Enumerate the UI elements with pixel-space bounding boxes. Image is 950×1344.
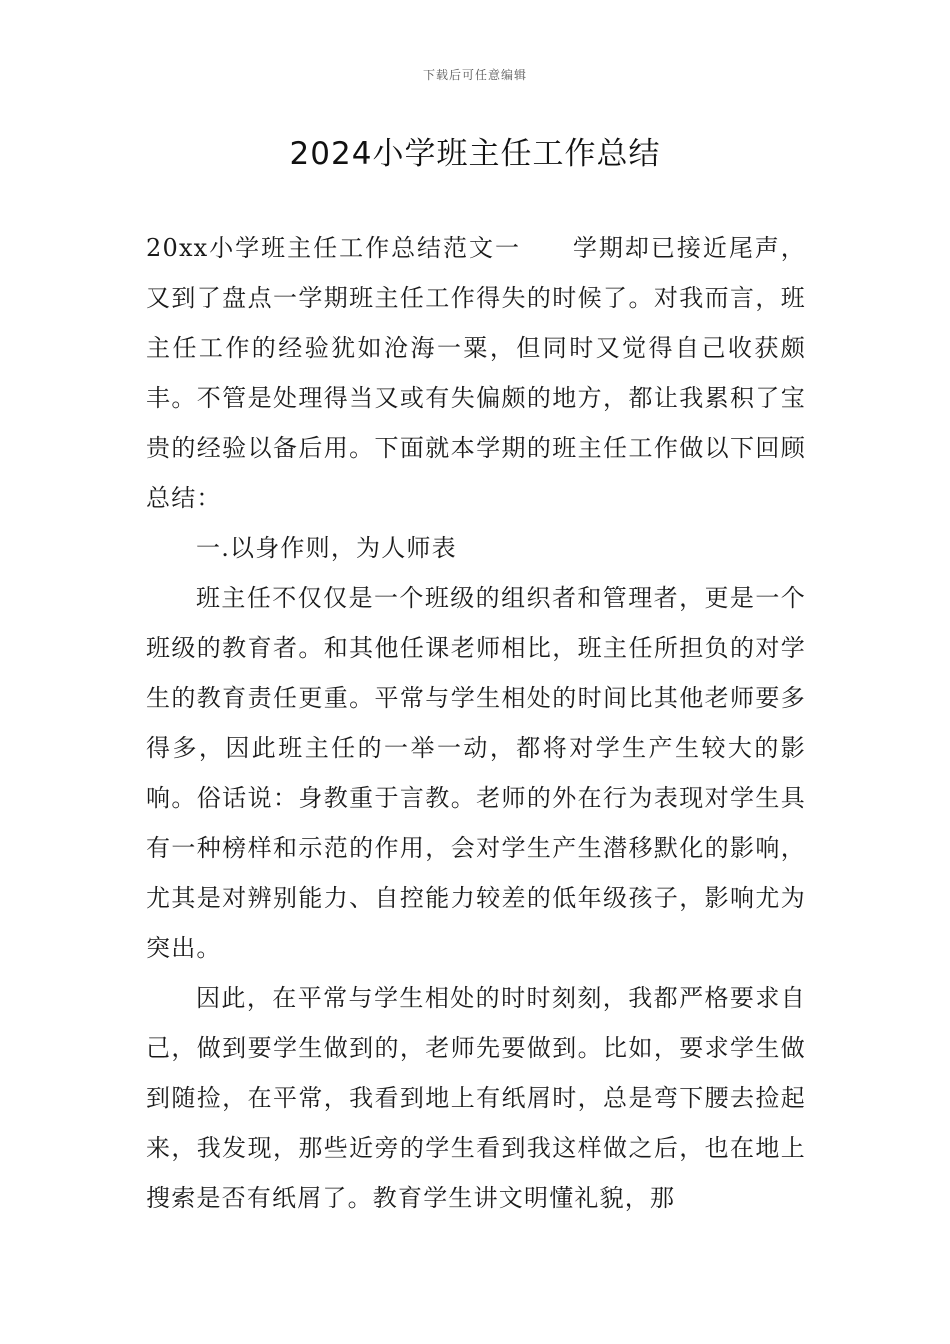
intro-paragraph: 20xx小学班主任工作总结范文一 学期却已接近尾声，又到了盘点一学期班主任工作得失的时候了。对我而言，班主任工作的经验犹如沧海一粟，但同时又觉得自己收获颇丰。不管是处理得当又或有失偏颇的地方，都让我累积了宝贵的经验以备后用。下面就本学期的班主任工作做以下回顾总结： — [146, 234, 806, 512]
body-paragraph: 班主任不仅仅是一个班级的组织者和管理者，更是一个班级的教育者。和其他任课老师相比，班主任所担负的对学生的教育责任更重。平常与学生相处的时间比其他老师要多得多，因此班主任的一举一动，都将对学生产生较大的影响。俗话说：身教重于言教。老师的外在行为表现对学生具有一种榜样和示范的作用，会对学生产生潜移默化的影响，尤其是对辨别能力、自控能力较差的低年级孩子，影响尤为突出。 — [146, 584, 806, 962]
document-title: 2024小学班主任工作总结 — [289, 136, 661, 172]
header-note: 下载后可任意编辑 — [422, 68, 527, 82]
section-heading: 一.以身作则，为人师表 — [196, 534, 457, 562]
document-body — [146, 223, 806, 1223]
body-paragraph: 因此，在平常与学生相处的时时刻刻，我都严格要求自己，做到要学生做到的，老师先要做到。比如，要求学生做到随捡，在平常，我看到地上有纸屑时，总是弯下腰去捡起来，我发现，那些近旁的学生看到我这样做之后，也在地上搜索是否有纸屑了。教育学生讲文明懂礼貌，那 — [146, 984, 806, 1212]
